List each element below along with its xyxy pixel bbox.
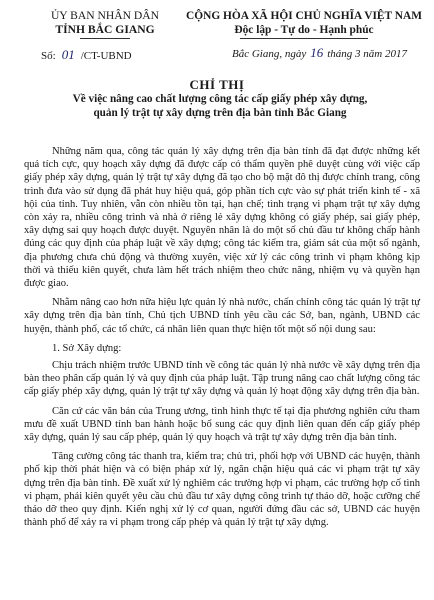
document-subtitle [30, 93, 410, 120]
date-day-handwritten: 16 [310, 45, 324, 60]
body-paragraph: Nhằm nâng cao hơn nữa hiệu lực quản lý nhà nước, chấn chỉnh công tác quản lý trật tự xây dựng trên địa bàn tỉnh, Chủ tịch UBND tỉnh yêu cầu các Sở, ban, ngành, UBND các huyện, thành phố, các tổ chức, cá nhân liên quan thực hiện tốt một số nội dung sau: [24, 297, 420, 335]
document-date [232, 45, 407, 61]
agency-province: TỈNH BẮC GIANG [55, 23, 155, 36]
subtitle-line-1: Về việc nâng cao chất lượng công tác cấp giấy phép xây dựng, [72, 93, 368, 105]
issuing-agency-block [30, 9, 180, 37]
body-paragraph: Những năm qua, công tác quản lý xây dựng trên địa bàn tỉnh đã đạt được những kết quả tích cực, quy hoạch xây dựng đã được cấp có thẩm quyền phê duyệt cùng với việc cấp giấy phép xây dựng, quản lý trật tự xây dựng đã tạo cho bộ mặt đô thị được chỉnh trang, công trình đưa vào sử dụng đã phát huy hiệu quả, góp phần tích cực vào sự phát triển kinh tế - xã hội của tỉnh. Tuy nhiên, vẫn còn nhiều tồn tại, hạn chế; tình trạng vi phạm trật tự xây dựng còn xảy ra, nhiều công trình và nhà ở riêng lẻ xây dựng không có giấy phép, sai giấy phép, xây dựng sai quy hoạch được duyệt. Nguyên nhân là do một số chủ đầu tư không chấp hành đúng các quy định của pháp luật về xây dựng; công tác kiểm tra, giám sát của một số ngành, địa phương chưa chủ động và thường xuyên, việc xử lý các công trình vi phạm không kịp thời và thiếu kiên quyết, chưa làm hết trách nhiệm theo chức năng, nhiệm vụ và quyền hạn được giao. [24, 146, 420, 290]
document-number-suffix: /CT-UBND [80, 50, 132, 62]
motto-underline [240, 38, 368, 39]
document-body [24, 145, 420, 535]
document-title: CHỈ THỊ [189, 77, 245, 92]
document-number [41, 47, 132, 63]
agency-underline [80, 38, 130, 39]
date-prefix: Bắc Giang, ngày [232, 48, 307, 60]
date-suffix: tháng 3 năm 2017 [327, 48, 407, 60]
body-paragraph: Căn cứ các văn bản của Trung ương, tình hình thực tế tại địa phương nghiên cứu tham mưu đề xuất UBND tỉnh ban hành hoặc bổ sung các quy định liên quan đến cấp giấy phép xây dựng, quản lý sau cấp phép, quản lý quy hoạch và trật tự xây dựng trên địa bàn tỉnh. [24, 405, 420, 444]
national-motto: Độc lập - Tự do - Hạnh phúc [234, 24, 374, 36]
national-title: CỘNG HÒA XÃ HỘI CHỦ NGHĨA VIỆT NAM [186, 10, 422, 22]
national-header-block [186, 9, 422, 37]
body-paragraph: Tăng cường công tác thanh tra, kiểm tra; chủ trì, phối hợp với UBND các huyện, thành phố kịp thời phát hiện và có biện pháp xử lý, ngăn chặn hiệu quả các vi phạm trật tự xây dựng trên địa bàn tỉnh. Đề xuất xử lý nghiêm các trường hợp vi phạm, các trường hợp cố tình vi phạm, phải kiên quyết yêu cầu chủ đầu tư xây dựng công trình tự tháo dỡ, hoặc cưỡng chế tháo dỡ theo quy định. Kiến nghị xử lý cơ quan, người đứng đầu các sở, UBND các huyện thành phố để xảy ra vi phạm trong cấp phép và quản lý trật tự xây dựng. [24, 451, 420, 529]
section-heading: 1. Sở Xây dựng: [52, 342, 122, 354]
body-paragraph: Chịu trách nhiệm trước UBND tỉnh về công tác quản lý nhà nước về xây dựng trên địa bàn theo phân cấp quản lý và quy định của pháp luật. Tập trung nâng cao chất lượng công tác cấp giấy phép xây dựng, quản lý trật tự xây dựng và quản lý hoạt động xây dựng trên địa bàn. [24, 360, 420, 398]
agency-name: ỦY BAN NHÂN DÂN [50, 9, 160, 22]
document-number-prefix: Số: [41, 50, 56, 62]
subtitle-line-2: quản lý trật tự xây dựng trên địa bàn tỉnh Bắc Giang [93, 106, 347, 119]
document-number-handwritten: 01 [61, 47, 75, 62]
